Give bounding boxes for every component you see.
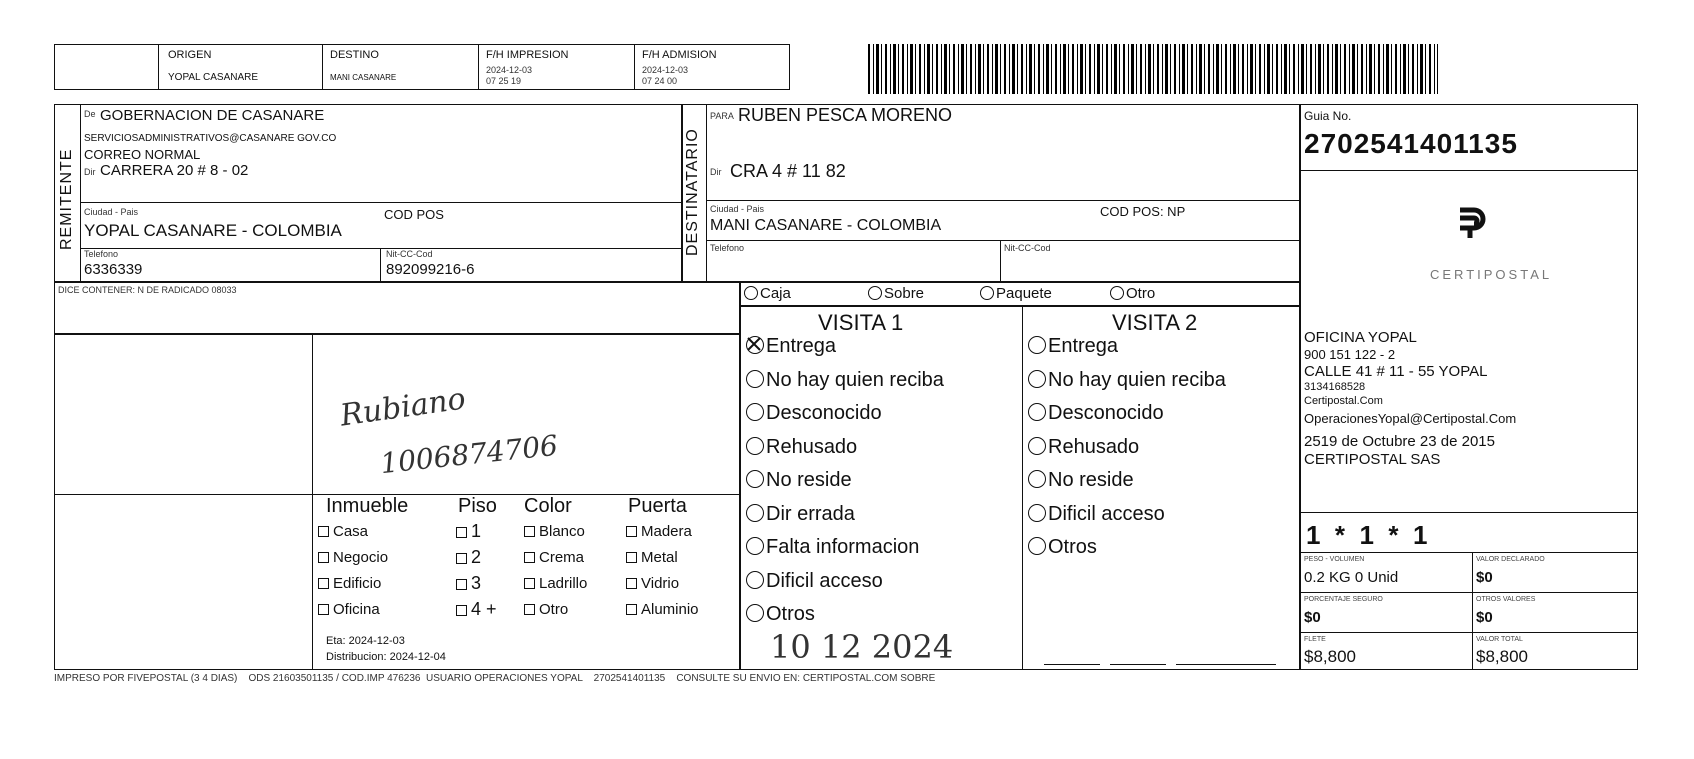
destinatario-dir-prefix: Dir — [710, 167, 722, 177]
inmueble-edificio[interactable] — [318, 576, 381, 591]
visit-option[interactable] — [1028, 537, 1097, 557]
option-label: Otro — [539, 601, 569, 618]
package-type-label: Caja — [760, 285, 791, 302]
guide-label: Guia No. — [1304, 109, 1352, 123]
remitente-city: YOPAL CASANARE - COLOMBIA — [84, 221, 342, 240]
destinatario-name: RUBEN PESCA MORENO — [738, 105, 953, 125]
color-otro[interactable] — [524, 602, 568, 617]
signature-name: Rubiano — [338, 381, 468, 434]
option-label: Madera — [641, 523, 692, 540]
office-resolution: 2519 de Octubre 23 de 2015 — [1304, 433, 1495, 450]
flete-label: FLETE — [1304, 636, 1326, 643]
visit-option-label: No hay quien reciba — [1048, 368, 1226, 391]
visit-option[interactable] — [1028, 403, 1164, 423]
radio-circle-icon — [746, 403, 764, 421]
otros-valores-label: OTROS VALORES — [1476, 596, 1536, 603]
visit-option-label: Desconocido — [1048, 402, 1164, 424]
eta-text: Eta: 2024-12-03 — [326, 635, 405, 647]
puerta-aluminio[interactable] — [626, 602, 699, 617]
admision-date: 2024-12-03 — [642, 65, 689, 75]
valor-declarado-label: VALOR DECLARADO — [1476, 556, 1545, 563]
visit-option[interactable] — [746, 571, 883, 591]
checkbox-icon — [524, 578, 535, 589]
option-label: Ladrillo — [539, 575, 588, 592]
office-web: Certipostal.Com — [1304, 395, 1383, 407]
radio-circle-icon — [746, 604, 764, 622]
package-type-label: Sobre — [884, 285, 925, 302]
checkbox-icon — [524, 552, 535, 563]
visit-option[interactable] — [1028, 336, 1118, 356]
destinatario-nit-label: Nit-CC-Cod — [1004, 243, 1051, 253]
remitente-phone-label: Telefono — [84, 249, 119, 259]
radio-circle-icon — [744, 286, 758, 300]
remitente-city-label: Ciudad - Pais — [84, 207, 139, 217]
radio-circle-icon — [746, 437, 764, 455]
checkbox-icon — [626, 578, 637, 589]
option-label: Oficina — [333, 601, 380, 618]
certipostal-logo-icon — [1450, 206, 1488, 242]
office-address: CALLE 41 # 11 - 55 YOPAL — [1304, 363, 1488, 380]
destinatario-address: CRA 4 # 11 82 — [730, 161, 846, 181]
checkbox-icon — [626, 526, 637, 537]
color-ladrillo[interactable] — [524, 576, 587, 591]
inmueble-oficina[interactable] — [318, 602, 380, 617]
remitente-box — [54, 104, 682, 282]
puerta-metal[interactable] — [626, 550, 678, 565]
remitente-service: CORREO NORMAL — [84, 147, 201, 162]
remitente-side-label: REMITENTE — [58, 148, 75, 250]
visit-option-label: Entrega — [1048, 335, 1119, 357]
option-label: Vidrio — [641, 575, 680, 592]
impresion-time: 07 25 19 — [486, 76, 522, 86]
office-company: CERTIPOSTAL SAS — [1304, 451, 1441, 468]
piso-header: Piso — [458, 495, 497, 517]
porcentaje-seguro-label: PORCENTAJE SEGURO — [1304, 596, 1383, 603]
package-type-otro[interactable] — [1110, 286, 1155, 301]
radio-checked-icon — [746, 336, 764, 354]
radio-circle-icon — [746, 571, 764, 589]
visit-option-label: Rehusado — [1048, 435, 1140, 458]
radio-circle-icon — [1028, 370, 1046, 388]
valor-total-label: VALOR TOTAL — [1476, 636, 1523, 643]
visit-option[interactable] — [746, 504, 855, 524]
option-label: 3 — [471, 573, 482, 593]
piso-1[interactable] — [456, 522, 481, 540]
option-label: 1 — [471, 521, 482, 541]
visit-option-label: No hay quien reciba — [766, 368, 944, 391]
color-blanco[interactable] — [524, 524, 585, 539]
package-type-label: Otro — [1126, 285, 1156, 302]
peso-value: 0.2 KG 0 Unid — [1304, 569, 1399, 586]
porcentaje-seguro-value: $0 — [1304, 609, 1321, 626]
remitente-nit-label: Nit-CC-Cod — [386, 249, 433, 259]
destinatario-city: MANI CASANARE - COLOMBIA — [710, 217, 942, 234]
remitente-address: CARRERA 20 # 8 - 02 — [100, 162, 249, 179]
visit-option-label: No reside — [766, 469, 852, 491]
color-header: Color — [524, 495, 572, 517]
piso-4[interactable] — [456, 600, 497, 618]
puerta-vidrio[interactable] — [626, 576, 679, 591]
checkbox-icon — [626, 604, 637, 615]
visit-option-label: Desconocido — [766, 402, 882, 424]
certipostal-logo-text: CERTIPOSTAL — [1430, 267, 1553, 282]
footer-text: IMPRESO POR FIVEPOSTAL (3 4 DIAS) ODS 21603501135 / COD.IMP 476236 USUARIO OPERACIONES YOPAL 2702541401135 CONSULTE SU ENVIO EN: CERTIPOSTAL.COM SOBRE — [54, 673, 936, 684]
radio-circle-icon — [868, 286, 882, 300]
package-type-sobre[interactable] — [868, 286, 924, 301]
destinatario-phone-label: Telefono — [710, 243, 745, 253]
remitente-nit: 892099216-6 — [386, 261, 475, 278]
puerta-madera[interactable] — [626, 524, 692, 539]
piece-count: 1 * 1 * 1 — [1306, 520, 1428, 550]
visit-option-label: Rehusado — [766, 435, 858, 458]
destino-value: MANI CASANARE — [330, 73, 397, 82]
remitente-name-prefix: De — [84, 109, 96, 119]
option-label: Blanco — [539, 523, 585, 540]
checkbox-icon — [318, 526, 329, 537]
flete-value: $8,800 — [1304, 647, 1356, 666]
option-label: Aluminio — [641, 601, 699, 618]
visit-option-label: Dir errada — [766, 502, 855, 525]
distribucion-text: Distribucion: 2024-12-04 — [326, 651, 446, 663]
impresion-label: F/H IMPRESION — [486, 49, 569, 61]
visita1-title: VISITA 1 — [818, 310, 904, 335]
visit-option-label: Otros — [1048, 536, 1097, 558]
package-type-label: Paquete — [996, 285, 1052, 302]
radio-circle-icon — [1028, 470, 1046, 488]
checkbox-icon — [456, 605, 467, 616]
valor-total-value: $8,800 — [1476, 647, 1528, 666]
barcode — [868, 44, 1438, 94]
remitente-phone: 6336339 — [84, 261, 143, 278]
radio-circle-icon — [1028, 537, 1046, 555]
signature-id: 1006874706 — [378, 428, 560, 481]
inmueble-casa[interactable] — [318, 524, 368, 539]
visit-option[interactable] — [1028, 370, 1226, 390]
impresion-date: 2024-12-03 — [486, 65, 533, 75]
origen-label: ORIGEN — [168, 49, 212, 61]
radio-circle-icon — [746, 370, 764, 388]
remitente-name: GOBERNACION DE CASANARE — [100, 107, 325, 124]
piso-2[interactable] — [456, 548, 481, 566]
visit-option-label: Dificil acceso — [1048, 502, 1165, 525]
checkbox-icon — [318, 578, 329, 589]
destinatario-codpos: COD POS: NP — [1100, 204, 1186, 219]
visit-option[interactable] — [746, 604, 815, 624]
visit-option-label: Dificil acceso — [766, 569, 883, 592]
radio-circle-icon — [980, 286, 994, 300]
radio-circle-icon — [1028, 504, 1046, 522]
checkbox-icon — [456, 527, 467, 538]
visit-option-label: No reside — [1048, 469, 1134, 491]
visit-option[interactable] — [1028, 470, 1134, 490]
otros-valores-value: $0 — [1476, 609, 1493, 626]
visit-option[interactable] — [746, 437, 857, 457]
remitente-codpos-label: COD POS — [384, 207, 444, 222]
package-type-paquete[interactable] — [980, 286, 1052, 301]
visita1-date: 10 12 2024 — [770, 628, 954, 666]
office-nit: 900 151 122 - 2 — [1304, 347, 1396, 362]
option-label: 4 + — [471, 599, 497, 619]
radio-circle-icon — [746, 537, 764, 555]
radio-circle-icon — [1028, 403, 1046, 421]
visit-option[interactable] — [1028, 437, 1139, 457]
visit-option[interactable] — [746, 470, 852, 490]
checkbox-icon — [524, 604, 535, 615]
radio-circle-icon — [1110, 286, 1124, 300]
office-name: OFICINA YOPAL — [1304, 329, 1417, 346]
remitente-dir-prefix: Dir — [84, 167, 96, 177]
radio-circle-icon — [746, 504, 764, 522]
destinatario-box — [682, 104, 1300, 282]
visit-option-label: Falta informacion — [766, 536, 920, 558]
admision-time: 07 24 00 — [642, 76, 678, 86]
visit-option-label: Otros — [766, 603, 815, 625]
visit-option[interactable] — [746, 537, 919, 557]
visit-option[interactable] — [746, 370, 944, 390]
valor-declarado-value: $0 — [1476, 569, 1493, 586]
puerta-header: Puerta — [628, 495, 687, 517]
package-type-caja[interactable] — [744, 286, 791, 301]
contents-text: DICE CONTENER: N DE RADICADO 08033 — [58, 285, 237, 295]
peso-label: PESO - VOLUMEN — [1304, 556, 1365, 563]
remitente-email: SERVICIOSADMINISTRATIVOS@CASANARE GOV.CO — [84, 133, 337, 144]
radio-circle-icon — [1028, 437, 1046, 455]
destinatario-name-prefix: PARA — [710, 111, 734, 121]
option-label: Negocio — [333, 549, 389, 566]
office-phone: 3134168528 — [1304, 381, 1366, 393]
checkbox-icon — [524, 526, 535, 537]
radio-circle-icon — [1028, 336, 1046, 354]
checkbox-icon — [626, 552, 637, 563]
piso-3[interactable] — [456, 574, 481, 592]
destinatario-side-label: DESTINATARIO — [684, 128, 701, 256]
option-label: Edificio — [333, 575, 382, 592]
destinatario-city-label: Ciudad - Pais — [710, 204, 765, 214]
visit-option[interactable] — [746, 336, 836, 356]
origen-value: YOPAL CASANARE — [168, 72, 259, 83]
checkbox-icon — [318, 604, 329, 615]
visit-option[interactable] — [1028, 504, 1165, 524]
checkbox-icon — [456, 579, 467, 590]
office-email: OperacionesYopal@Certipostal.Com — [1304, 411, 1517, 426]
option-label: 2 — [471, 547, 482, 567]
option-label: Casa — [333, 523, 369, 540]
option-label: Crema — [539, 549, 585, 566]
color-crema[interactable] — [524, 550, 584, 565]
option-label: Metal — [641, 549, 678, 566]
guide-number: 2702541401135 — [1304, 128, 1518, 159]
checkbox-icon — [318, 552, 329, 563]
admision-label: F/H ADMISION — [642, 49, 717, 61]
destino-label: DESTINO — [330, 49, 379, 61]
inmueble-header: Inmueble — [326, 495, 409, 517]
inmueble-negocio[interactable] — [318, 550, 388, 565]
radio-circle-icon — [746, 470, 764, 488]
checkbox-icon — [456, 553, 467, 564]
visit-option-label: Entrega — [766, 335, 837, 357]
visit-option[interactable] — [746, 403, 882, 423]
visita2-title: VISITA 2 — [1112, 310, 1198, 335]
